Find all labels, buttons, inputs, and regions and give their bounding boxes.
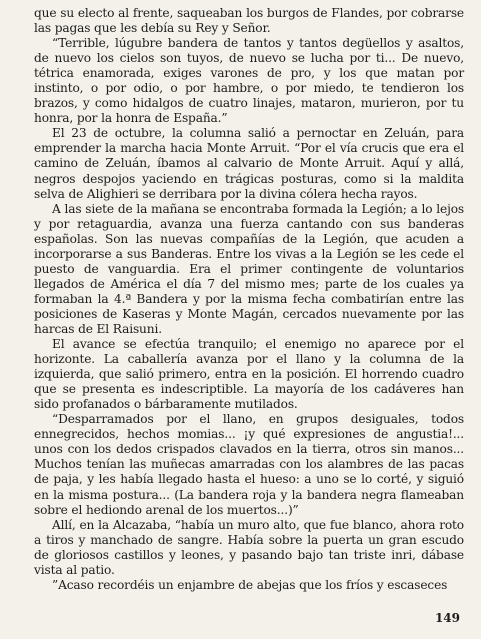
paragraph-7: Allí, en la Alcazaba, “había un muro alto, que fue blanco, ahora roto a tiros y manchado de sangre. Había sobre la puerta un gran escudo de gloriosos castillos y leones, y pasando bajo tan triste inri, dábase vista al patio. [34,517,464,577]
body-text [34,6,464,593]
book-page [34,6,464,633]
paragraph-4: A las siete de la mañana se encontraba formada la Legión; a lo lejos y por retaguardia, avanza una fuerza cantando con sus banderas españolas. Son las nuevas compañías de la Legión, que acuden a incorporarse a sus Banderas. Entre los vivas a la Legión se les cede el puesto de vanguardia. Era el primer contingente de voluntarios llegados de América el día 7 del mismo mes; parte de los cuales ya formaban la 4.ª Bandera y por la misma fecha combatirían entre las posiciones de Kaseras y Monte Magán, cercados nuevamente por las harcas de El Raisuni. [34,201,464,336]
paragraph-6: “Desparramados por el llano, en grupos desiguales, todos ennegrecidos, hechos momias... ¡y qué expresiones de angustia!... unos con los dedos crispados clavados en la tierra, otros sin manos... Muchos tenían las muñecas amarradas con los alambres de las pacas de paja, y les había llegado hasta el hueso: a uno se lo corté, y siguió en la misma postura... (La bandera roja y la bandera negra flameaban sobre el hediondo arenal de los muertos...)” [34,412,464,517]
paragraph-5: El avance se efectúa tranquilo; el enemigo no aparece por el horizonte. La caballería avanza por el llano y la columna de la izquierda, que salió primero, entra en la posición. El horrendo cuadro que se presenta es indescriptible. La mayoría de los cadáveres han sido profanados o bárbaramente mutilados. [34,337,464,412]
paragraph-2: “Terrible, lúgubre bandera de tantos y tantos degüellos y asaltos, de nuevo los cielos son tuyos, de nuevo se lucha por ti... De nuevo, tétrica enamorada, exiges varones de pro, y los que matan por instinto, o por odio, o por hambre, o por miedo, te tendieron los brazos, y como hidalgos de cuatro linajes, mataron, murieron, por tu honra, por la honra de España.” [34,36,464,126]
paragraph-8: ”Acaso recordéis un enjambre de abejas que los fríos y escaseces [52,577,448,592]
paragraph-3: El 23 de octubre, la columna salió a pernoctar en Zeluán, para emprender la marcha hacia Monte Arruit. “Por el vía crucis que era el camino de Zeluán, íbamos al calvario de Monte Arruit. Aquí y allá, negros despojos yaciendo en trágicas posturas, como si la maldita selva de Alighieri se derribara por la divina cólera hecha rayos. [34,126,464,201]
page-number: 149 [434,611,460,625]
paragraph-1: que su electo al frente, saqueaban los burgos de Flandes, por cobrarse las pagas que les debía su Rey y Señor. [34,6,464,36]
